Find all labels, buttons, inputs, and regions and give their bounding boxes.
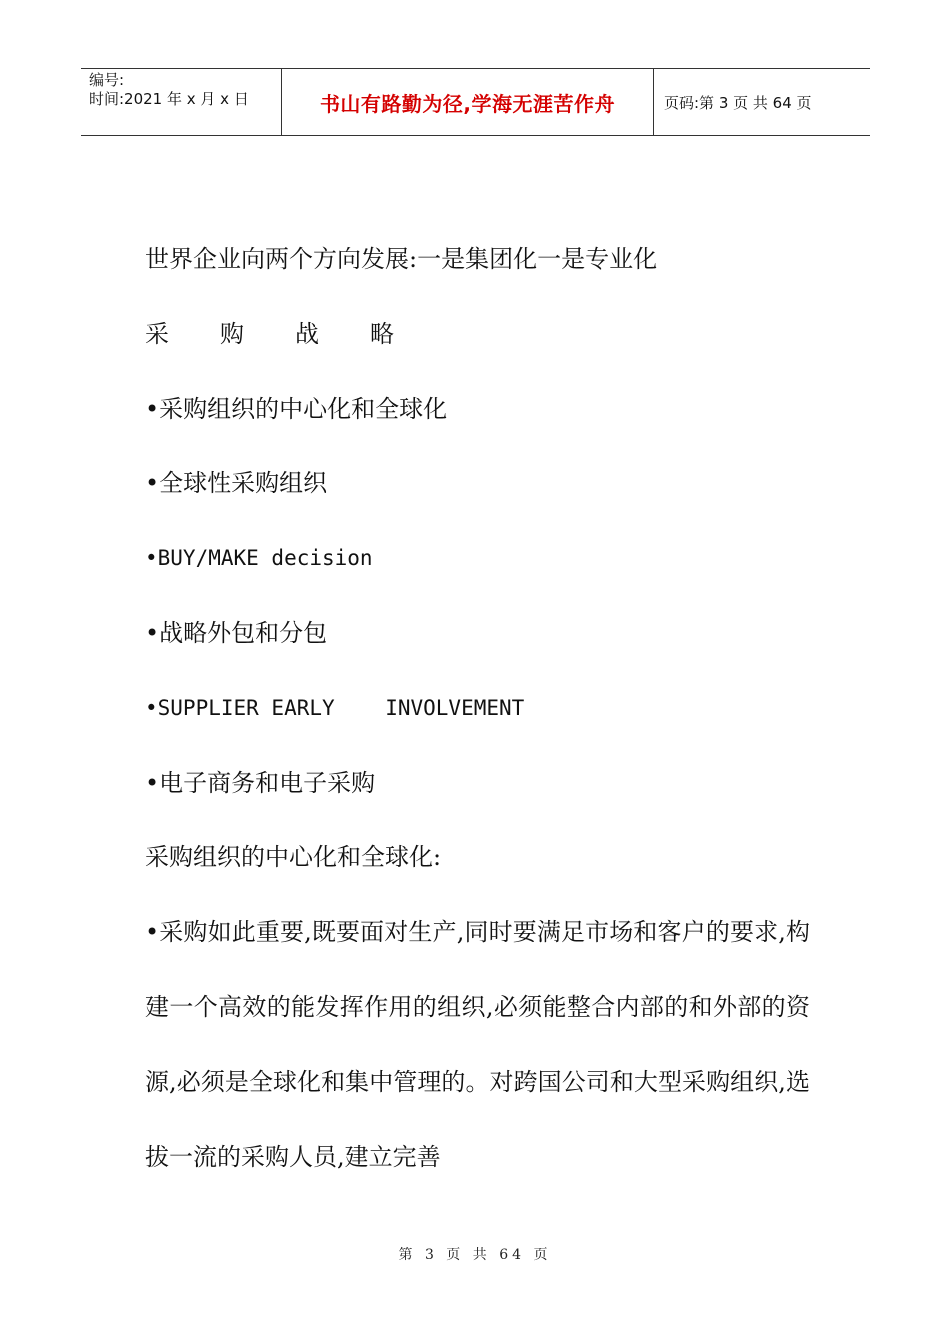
bullet-item: •BUY/MAKE decision xyxy=(145,546,373,571)
page-info: 页码:第 3 页 共 64 页 xyxy=(664,93,812,112)
header-meta xyxy=(81,69,281,135)
intro-line: 世界企业向两个方向发展:一是集团化一是专业化 xyxy=(145,245,658,273)
motto: 书山有路勤为径,学海无涯苦作舟 xyxy=(319,91,616,116)
header-page-info-cell xyxy=(654,69,870,135)
strategy-heading: 采购战略 xyxy=(145,319,445,348)
number-label: 编号: xyxy=(89,71,125,89)
time-label: 时间:2021 年 x 月 x 日 xyxy=(89,90,249,108)
bullet-item: •采购组织的中心化和全球化 xyxy=(145,394,448,423)
section-title: 采购组织的中心化和全球化: xyxy=(145,843,442,872)
bullet-item: •SUPPLIER EARLY INVOLVEMENT xyxy=(145,695,525,720)
page-footer: 第 3 页 共 64 页 xyxy=(398,1247,552,1263)
bullet-item: •电子商务和电子采购 xyxy=(145,768,376,797)
header-motto-cell xyxy=(281,69,654,135)
body-paragraph: •采购如此重要,既要面对生产,同时要满足市场和客户的要求,构建一个高效的能发挥作用的组织,必须能整合内部的和外部的资源,必须是全球化和集中管理的。对跨国公司和大型采购组织,选拔一流的采购人员,建立完善 xyxy=(145,918,810,1171)
bullet-item: •全球性采购组织 xyxy=(145,469,328,498)
page-header xyxy=(81,68,870,136)
document-body xyxy=(145,222,810,1194)
bullet-item: •战略外包和分包 xyxy=(145,618,328,647)
